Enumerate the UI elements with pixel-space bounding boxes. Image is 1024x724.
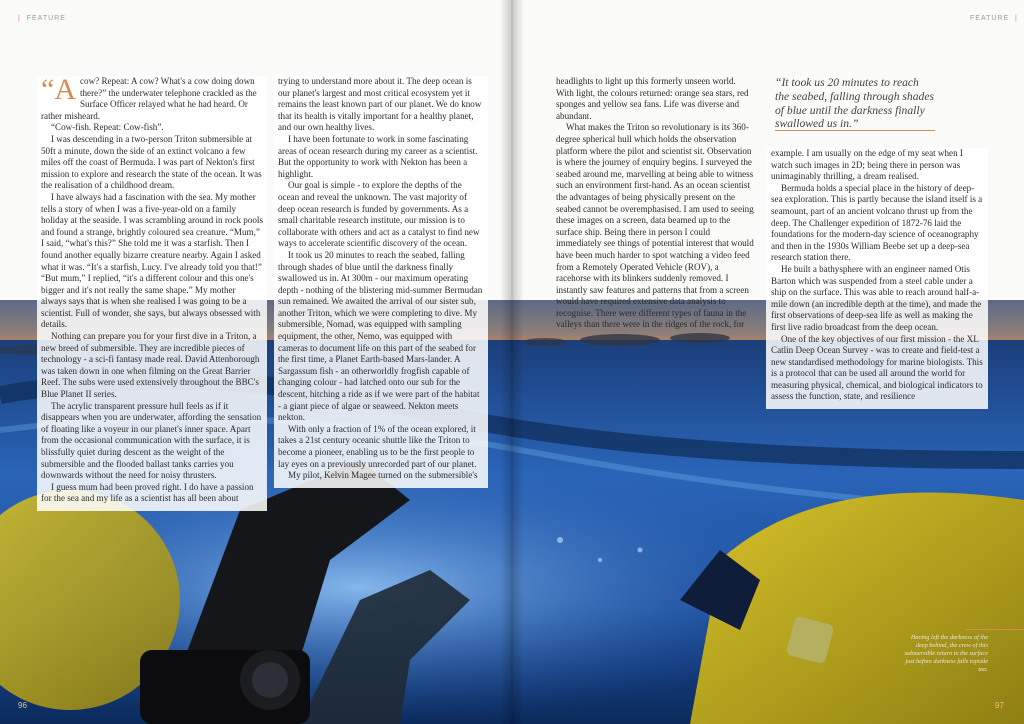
- paragraph: example. I am usually on the edge of my seat when I watch such images in 2D; being there in person was unimaginably thrilling, a dream realised.: [771, 148, 963, 182]
- left-section-label: FEATURE: [26, 15, 66, 22]
- paragraph: Bermuda holds a special place in the history of deep-sea exploration. This is partly because the island itself is a seamount, part of an ancient volcano thrust up from the deep. The Challenger expedition of 1872-76 laid the foundations for the modern-day science of oceanography and then in the 1930s William Beebe set up a deep-sea research station there.: [771, 182, 983, 263]
- paragraph: The acrylic transparent pressure hull feels as if it disappears when you are underwater, affording the sensation of floating like a voyeur in our planet's inner space. Apart from the occasional communication with the surface, it is blissfully quiet during descent as the weight of the submersible and the flooded ballast tanks carries you downwards without the need for noisy thrusters.: [41, 400, 262, 481]
- paragraph: I have been fortunate to work in some fascinating areas of ocean research during my career as a scientist. But the opportunity to work with Nekton has been a highlight.: [278, 133, 478, 179]
- paragraph: headlights to light up this formerly unseen world. With light, the colours returned: orange sea stars, red sponges and yellow sea fans. Life was diverse and abundant.: [556, 76, 749, 121]
- running-head-bar: |: [1015, 15, 1018, 22]
- article-column-1: [37, 73, 267, 511]
- article-column-4: [766, 148, 988, 409]
- article-column-3: [556, 76, 754, 331]
- opening-paragraph: [41, 73, 263, 122]
- paragraph: He built a bathysphere with an engineer named Otis Barton which was suspended from a steel cable under a ship on the surface. This was able to reach around half-a-mile down (an incredible depth at the time), and made the first observations of deep-sea life as well as making the first live radio broadcast from the deep ocean.: [771, 263, 982, 332]
- drop-cap: “A: [41, 73, 76, 106]
- right-section-label: FEATURE: [970, 15, 1010, 22]
- paragraph: One of the key objectives of our first mission - the XL Catlin Deep Ocean Survey - was to create and field-test a new standardised methodology for marine biologists. This is a protocol that can be used all around the world for measuring physical, chemical, and biological indicators to assess the function, state, and resilience: [771, 333, 983, 402]
- paragraph: It took us 20 minutes to reach the seabed, falling through shades of blue until the darkness finally swallowed us in. At 300m - our maximum operating depth - nothing of the blistering mid-summer Bermudan sun remained. We awaited the arrival of our sister sub, another Triton, which we were completing to dive. My submersible, Nomad, was equipped with sampling equipment, the other, Nemo, was equipped with cameras to document life on this part of the seabed for the first time, a Planet Earth-based Mars-lander. A Sargassum fish - an otherworldly frogfish capable of changing colour - had latched onto our sub for the descent, hitching a ride as if we were part of the habitat - a giant piece of algae or seaweed. Nekton meets nekton.: [278, 249, 483, 423]
- paragraph: What makes the Triton so revolutionary is its 360-degree spherical hull which holds the observation platform where the pilot and scientist sit. Observation is where the journey of enquiry begins. I surveyed the seabed around me, marvelling at being able to witness such an environment first-hand. As an ocean scientist the advantages of being physically present on the seabed cannot be overemphasised. I am used to seeing these images on a screen, data beamed up to the surface ship. Being there in person I could immediately see things of potential interest that would have been much harder to spot watching a video feed from a Remotely Operated Vehicle (ROV), a racehorse with its blinkers suddenly removed. I instantly saw features and patterns that from a screen would have required extensive data analysis to recognise. There were different types of fauna in the valleys than there were in the ridges of the rock, for: [556, 122, 754, 330]
- paragraph: Nothing can prepare you for your first dive in a Triton, a new breed of submersible. They are incredible pieces of technology - a sci-fi fantasy made real. David Attenborough was taken down in one when filming on the Great Barrier Reef. The subs were used extensively throughout the BBC's Blue Planet II series.: [41, 331, 260, 400]
- photo-caption: Having left the darkness of the deep behind, the crew of this submersible return to the surface just before darkness falls topside too.: [904, 634, 988, 673]
- left-page-number: 96: [18, 701, 27, 710]
- right-page-number: 97: [995, 701, 1004, 710]
- paragraph: I have always had a fascination with the sea. My mother tells a story of when I was a five-year-old on a family holiday at the seaside. I was scrambling around in rock pools and found a strange, brightly coloured sea creature. “Mum,” I said, “what's this?” She told me it was a starfish. Then I found another equally bizarre creature nearby. Again I asked what it was. “It's a starfish, Lucy. I've already told you that!” “But mum,” I replied, “it's a different colour and this one's bigger and it's not really the same shape.” My mother always says that is when she realised I was going to be a scientist. Full of wonder, she says, but always obsessed with details.: [41, 191, 263, 330]
- paragraph: My pilot, Kelvin Magee turned on the submersible's: [288, 470, 478, 481]
- pull-quote-rule: [775, 130, 935, 131]
- paragraph: “Cow-fish. Repeat: Cow-fish”.: [51, 122, 164, 133]
- article-column-2: [274, 76, 488, 488]
- pull-quote: “It took us 20 minutes to reach the seabed, falling through shades of blue until the darkness finally swallowed us in.”: [775, 76, 934, 131]
- paragraph: I was descending in a two-person Triton submersible at 50ft a minute, down the side of an extinct volcano a few miles off the coast of Bermuda. I was part of Nekton's first mission to explore and research the state of the ocean. It was the realisation of a childhood dream.: [41, 133, 262, 191]
- left-running-head: [18, 15, 66, 22]
- right-running-head: [970, 15, 1018, 22]
- paragraph-text: cow? Repeat: A cow? What's a cow doing down there?” the underwater telephone crackled as the Surface Officer relayed what he had heard. Or rather misheard.: [41, 76, 257, 121]
- paragraph: I guess mum had been proved right. I do have a passion for the sea and my life as a scientist has all been about: [41, 481, 254, 504]
- paragraph: Our goal is simple - to explore the depths of the ocean and reveal the unknown. The vast majority of deep ocean research is funded by governments. As a small charitable research institute, our mission is to collaborate with others and act as a catalyst to find new ways to accelerate scientific discovery of the ocean.: [278, 180, 480, 249]
- paragraph: trying to understand more about it. The deep ocean is our planet's largest and most critical ecosystem yet it remains the least known part of our planet. We do know that its health is vitally important for a healthy planet, and our own healthy lives.: [278, 76, 482, 133]
- paragraph: With only a fraction of 1% of the ocean explored, it takes a 21st century oceanic shuttle like the Triton to become a pioneer, enabling us to be the first people to lay eyes on a previously unrecorded part of our planet.: [278, 423, 477, 469]
- running-head-bar: |: [18, 15, 21, 22]
- caption-rule: [965, 629, 1024, 630]
